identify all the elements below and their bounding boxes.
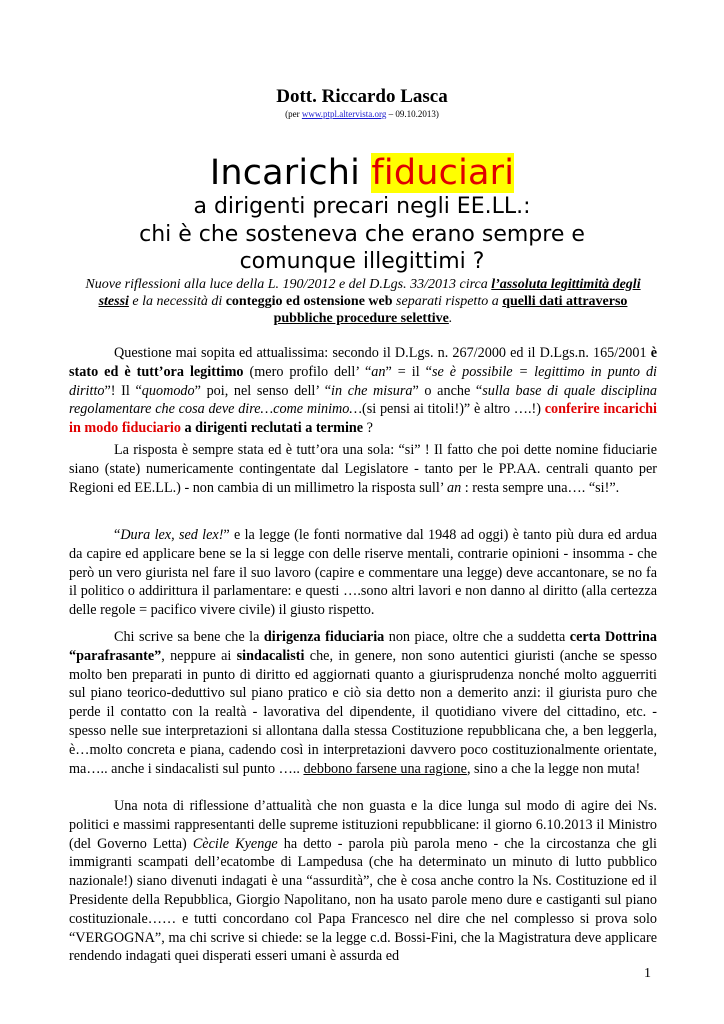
body-text: ” = il “ (385, 363, 432, 380)
bold-text: a dirigenti reclutati a termine (180, 420, 364, 437)
body-text: La risposta è sempre stata ed è tutt’ora una sola: “si” ! Il fatto che poi dette nomine fiduciarie siano (state) numericamente contingentate dal Legislatore - tanto per le PP.AA. centrali quanto per Regioni ed EE.LL.) - non cambia di un millimetro la risposta sull’ (69, 442, 657, 496)
body-text: “ (114, 527, 121, 543)
body-text: (si pensi ai titoli!)” è altro ….!) (362, 401, 545, 418)
source-line (0, 109, 724, 120)
page-number: 1 (644, 966, 651, 981)
author-name: Dott. Riccardo Lasca (276, 86, 448, 107)
body-text: non piace, oltre che a suddetta (384, 629, 570, 645)
bold-text: certa Dottrina “parafrasante” (69, 629, 657, 664)
body-text: Una nota di riflessione d’attualità che non guasta e la dice lunga sul modo di agire dei Ns. politici e massimi rappresentanti delle supreme istituzioni repubblicane: il giorno 6.10.2013 il Ministro (del Governo Letta) (69, 798, 657, 852)
title-highlight: fiduciari (371, 153, 515, 193)
red-emphasis: conferire incarichi in modo fiduciario (69, 401, 657, 437)
italic-text: an (447, 479, 462, 496)
bold-text: è stato ed è tutt’ora legittimo (69, 345, 657, 380)
italic-text: Cècile Kyenge (192, 835, 278, 852)
body-text: ” poi, nel senso dell’ “ (194, 382, 331, 399)
intro-text: separati rispetto a (392, 294, 503, 309)
body-text: Questione mai sopita ed attualissima: secondo il D.Lgs. n. 267/2000 ed il D.Lgs.n. 165/2001 (114, 345, 651, 361)
bold-text: dirigenza fiduciaria (263, 629, 385, 645)
document-subtitle (60, 193, 664, 276)
title-main: Incarichi (209, 153, 372, 193)
paragraph-2 (69, 441, 657, 497)
subtitle-line-3: comunque illegittimi ? (239, 249, 485, 274)
underlined-text: debbono farsene una ragione (303, 760, 467, 777)
body-text: che, in genere, non sono autentici giuristi (anche se spesso molto ben preparati in punto di diritto ed aggiornati quanto a giurisprudenza nonché molto agguerriti sul piano teorico-deduttivo sul piano pratico e ciò sia detto non a demerito anzi: il giurista puro che perde il contatto con la realtà - lavorativa del dipendente, il quotidiano vivere del cittadino, etc. - spesso nelle sue interpretazioni si allontana dalla stessa Costituzione repubblicana che, a ben leggerla, è…molto concreta e piana, cadendo così in interpretazioni davvero poco costituzionalmente orientate, ma….. anche i sindacalisti sul punto ….. (69, 647, 657, 777)
source-prefix: (per (285, 109, 302, 119)
body-text: ha detto - parola più parola meno - che la circostanza che gli immigranti scampati dell’ecatombe di Lampedusa (che ha determinato un minuto di lutto pubblico nazionale!) siano divenuti indagati è una “assurdità”, che è cosa anche contro la Ns. Costituzione ed il Presidente della Repubblica, Giorgio Napolitano, non ha usato parole meno dure e castiganti sul piano costituzionale…… e tutti concordano col Papa Francesco nel dire che nel complesso si prova solo “VERGOGNA”, ma chi scrive si chiede: se la legge c.d. Bossi-Fini, che la Magistratura deve applicare rendendo indagati quei disperati esseri umani è assurda ed (69, 835, 658, 965)
body-text: ? (363, 420, 373, 437)
intro-text: . (448, 311, 453, 326)
body-text: , sino a che la legge non muta! (466, 760, 641, 777)
body-text: ” e la legge (le fonti normative dal 1948 ad oggi) è tanto più dura ed ardua da capire ed applicare bene se la si legge con delle riserve mentali, contrarie opinioni - insomma - che però un vero giurista nel fare il suo lavoro (capire e commentare una legge) deve accantonare, se no fa il politico o addirittura il parlamentare: e questi ….sono altri lavori e non danno al diritto (alla certezza delle regole = pacifico vivere civile) il giusto rispetto. (69, 527, 657, 619)
paragraph-4 (69, 628, 657, 778)
intro-text: e la necessità di (128, 294, 226, 309)
italic-text: an (371, 363, 386, 380)
paragraph-3 (69, 526, 657, 620)
body-text: , neppure ai (161, 647, 237, 664)
italic-text: sulla base di quale disciplina regolamentare che cosa deve dire…come minimo… (69, 382, 657, 418)
subtitle-line-2: chi è che sosteneva che erano sempre e (139, 221, 585, 247)
source-suffix: – 09.10.2013) (386, 109, 439, 119)
intro-abstract (70, 276, 656, 327)
italic-text: in che misura (331, 382, 413, 399)
italic-text: Dura lex, sed lex! (120, 527, 224, 543)
italic-text: quomodo (141, 382, 195, 399)
paragraph-1 (69, 344, 657, 438)
body-text: ” o anche “ (412, 382, 483, 399)
bold-text: sindacalisti (236, 647, 305, 664)
body-text: ”! Il “ (104, 382, 142, 399)
body-text: Chi scrive sa bene che la (114, 629, 264, 645)
body-text: (mero profilo dell’ “ (243, 363, 372, 380)
intro-emphasis: conteggio ed ostensione web (225, 294, 393, 309)
intro-emphasis: l’assoluta legittimità degli stessi (98, 277, 641, 309)
intro-emphasis: quelli dati attraverso pubbliche procedure selettive (273, 294, 628, 326)
italic-text: se è possibile = legittimo in punto di diritto (69, 363, 657, 399)
source-link[interactable]: www.ptpl.altervista.org (301, 109, 387, 119)
document-title (0, 151, 724, 195)
paragraph-5 (69, 797, 657, 966)
subtitle-line-1: a dirigenti precari negli EE.LL.: (193, 194, 531, 219)
intro-text: Nuove riflessioni alla luce della L. 190/2012 e del D.Lgs. 33/2013 circa (85, 277, 492, 292)
body-text: : resta sempre una…. “si!”. (461, 479, 620, 496)
